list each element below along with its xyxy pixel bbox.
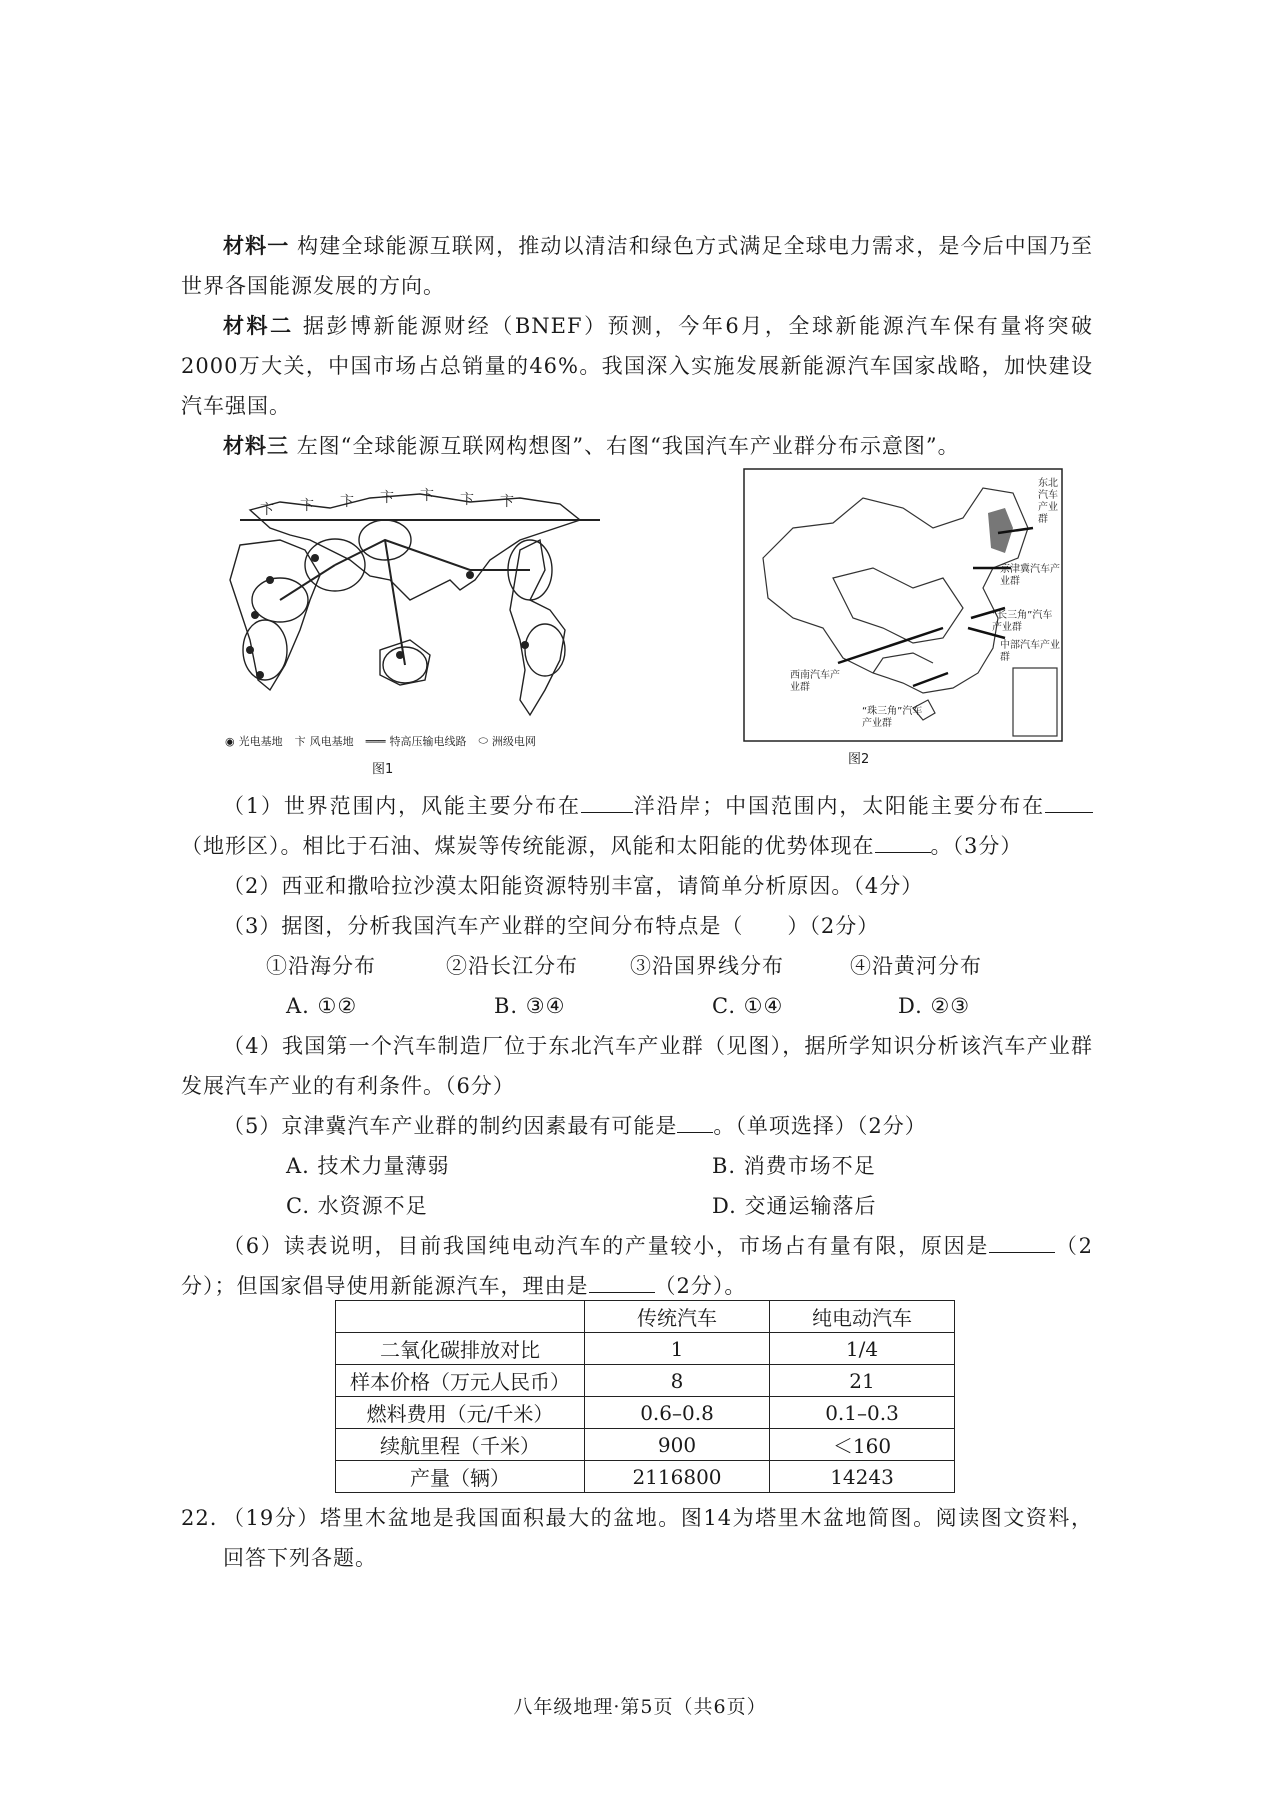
q5-option-d[interactable]: D. 交通运输落后 bbox=[712, 1194, 877, 1218]
question-4: （4）我国第一个汽车制造厂位于东北汽车产业群（见图），据所学知识分析该汽车产业群发展汽车产业的有利条件。（6分） bbox=[181, 1034, 1093, 1098]
uhv-line-icon: ═══ bbox=[365, 734, 386, 748]
table-cell: 21 bbox=[770, 1365, 955, 1397]
wind-base-icon: 卞 bbox=[294, 735, 306, 748]
svg-text:卞: 卞 bbox=[260, 502, 274, 518]
figure-2-caption: 图2 bbox=[848, 752, 870, 767]
q3-option-d[interactable]: D. ②③ bbox=[898, 994, 971, 1018]
svg-text:卞: 卞 bbox=[340, 494, 354, 510]
question-22-text: （19分）塔里木盆地是我国面积最大的盆地。图14为塔里木盆地简图。阅读图文资料，回答下列各题。 bbox=[223, 1506, 1093, 1570]
question-2: （2）西亚和撒哈拉沙漠太阳能资源特别丰富，请简单分析原因。（4分） bbox=[223, 874, 924, 898]
q3-option-b[interactable]: B. ③④ bbox=[494, 994, 566, 1018]
q5-option-b[interactable]: B. 消费市场不足 bbox=[712, 1154, 876, 1178]
q1-blank-1[interactable] bbox=[581, 794, 633, 813]
table-cell: 续航里程（千米） bbox=[336, 1429, 585, 1461]
q3-option-c[interactable]: C. ①④ bbox=[712, 994, 784, 1018]
label-northeast-cluster: 东北汽车产业群 bbox=[1038, 478, 1058, 525]
table-row bbox=[336, 1429, 955, 1461]
question-1 bbox=[181, 786, 1093, 866]
material-2-label: 材料二 bbox=[223, 313, 294, 338]
label-pearl-cluster: “珠三角”汽车产业群 bbox=[862, 706, 923, 729]
legend-uhv: 特高压输电线路 bbox=[389, 735, 467, 748]
q6-part-a: （6）读表说明，目前我国纯电动汽车的产量较小，市场占有量有限，原因是 bbox=[223, 1234, 990, 1258]
grid-ellipse-icon: ⬭ bbox=[478, 734, 488, 747]
q3-item-3: ③沿国界线分布 bbox=[630, 954, 784, 978]
svg-text:卞: 卞 bbox=[420, 488, 434, 504]
table-cell: 2116800 bbox=[585, 1461, 770, 1493]
solar-base-icon: ◉ bbox=[225, 734, 235, 748]
q3-item-1: ①沿海分布 bbox=[266, 954, 376, 978]
material-1-text: 构建全球能源互联网，推动以清洁和绿色方式满足全球电力需求，是今后中国乃至世界各国能源发展的方向。 bbox=[181, 234, 1094, 298]
legend-grid: 洲级电网 bbox=[491, 735, 536, 748]
page-footer: 八年级地理·第5页（共6页） bbox=[513, 1696, 767, 1718]
q5-blank[interactable] bbox=[677, 1114, 713, 1133]
q6-part-b: （2分）；但国家倡导使用新能源汽车，理由是 bbox=[181, 1234, 1093, 1298]
svg-text:卞: 卞 bbox=[500, 494, 514, 510]
figure-1-caption: 图1 bbox=[372, 762, 394, 777]
question-5-stem bbox=[181, 1106, 1093, 1146]
q3-item-4: ④沿黄河分布 bbox=[850, 954, 982, 978]
q5-option-c[interactable]: C. 水资源不足 bbox=[286, 1194, 428, 1218]
material-3-label: 材料三 bbox=[223, 433, 289, 458]
table-header-cell: 传统汽车 bbox=[585, 1301, 770, 1333]
table-cell: 1 bbox=[585, 1333, 770, 1365]
q3-item-2: ②沿长江分布 bbox=[446, 954, 578, 978]
table-cell: 900 bbox=[585, 1429, 770, 1461]
svg-text:卞: 卞 bbox=[380, 490, 394, 506]
table-cell: 二氧化碳排放对比 bbox=[336, 1333, 585, 1365]
question-3-stem: （3）据图，分析我国汽车产业群的空间分布特点是（ ）（2分） bbox=[223, 914, 880, 938]
table-cell: ＜160 bbox=[770, 1429, 955, 1461]
table-row bbox=[336, 1461, 955, 1493]
table-header-row bbox=[336, 1301, 955, 1333]
q1-part-1: （1）世界范围内，风能主要分布在 bbox=[223, 794, 581, 818]
table-cell: 14243 bbox=[770, 1461, 955, 1493]
table-cell: 样本价格（万元人民币） bbox=[336, 1365, 585, 1397]
comparison-table bbox=[335, 1300, 955, 1493]
svg-text:卞: 卞 bbox=[300, 498, 314, 514]
table-header-cell: 纯电动汽车 bbox=[770, 1301, 955, 1333]
q6-blank-1[interactable] bbox=[989, 1234, 1055, 1253]
material-1 bbox=[181, 226, 1093, 306]
table-cell: 0.1–0.3 bbox=[770, 1397, 955, 1429]
legend-wind: 风电基地 bbox=[309, 735, 354, 748]
figure-1-world-map bbox=[220, 480, 640, 730]
question-6 bbox=[181, 1226, 1093, 1306]
q1-part-4: 。（3分） bbox=[930, 834, 1023, 858]
q1-part-3: （地形区）。相比于石油、煤炭等传统能源，风能和太阳能的优势体现在 bbox=[181, 834, 875, 858]
material-2 bbox=[181, 306, 1093, 426]
q3-option-a[interactable]: A. ①② bbox=[286, 994, 358, 1018]
label-southwest-cluster: 西南汽车产业群 bbox=[790, 670, 840, 693]
q6-blank-2[interactable] bbox=[589, 1274, 655, 1293]
legend-solar: 光电基地 bbox=[238, 735, 283, 748]
material-3 bbox=[181, 426, 1093, 466]
table-cell: 燃料费用（元/千米） bbox=[336, 1397, 585, 1429]
label-central-cluster: 中部汽车产业群 bbox=[1000, 640, 1060, 663]
label-yangtze-cluster: “长三角”汽车产业群 bbox=[992, 610, 1053, 633]
q1-blank-2[interactable] bbox=[1045, 794, 1093, 813]
question-22-number: 22. bbox=[181, 1506, 218, 1530]
q5-stem-a: （5）京津冀汽车产业群的制约因素最有可能是 bbox=[223, 1114, 678, 1138]
svg-text:卞: 卞 bbox=[460, 492, 474, 508]
table-cell: 0.6–0.8 bbox=[585, 1397, 770, 1429]
table-cell: 产量（辆） bbox=[336, 1461, 585, 1493]
material-3-text: 左图“全球能源互联网构想图”、右图“我国汽车产业群分布示意图”。 bbox=[296, 434, 960, 458]
q5-stem-b: 。（单项选择）（2分） bbox=[713, 1114, 927, 1138]
q5-option-a[interactable]: A. 技术力量薄弱 bbox=[286, 1154, 450, 1178]
q1-blank-3[interactable] bbox=[875, 834, 931, 853]
table-cell: 1/4 bbox=[770, 1333, 955, 1365]
table-header-cell bbox=[336, 1301, 585, 1333]
material-1-label: 材料一 bbox=[223, 233, 290, 258]
table-row bbox=[336, 1397, 955, 1429]
figure-1-legend bbox=[225, 733, 536, 749]
table-cell: 8 bbox=[585, 1365, 770, 1397]
figure-2-china-map bbox=[743, 468, 1063, 742]
q6-part-c: （2分）。 bbox=[654, 1274, 747, 1298]
table-row bbox=[336, 1365, 955, 1397]
material-2-text: 据彭博新能源财经（BNEF）预测，今年6月，全球新能源汽车保有量将突破2000万大关，中国市场占总销量的46%。我国深入实施发展新能源汽车国家战略，加快建设汽车强国。 bbox=[181, 314, 1093, 418]
table-row bbox=[336, 1333, 955, 1365]
q1-part-2: 洋沿岸；中国范围内，太阳能主要分布在 bbox=[632, 794, 1045, 818]
label-jingjin-cluster: 京津冀汽车产业群 bbox=[1000, 564, 1060, 587]
